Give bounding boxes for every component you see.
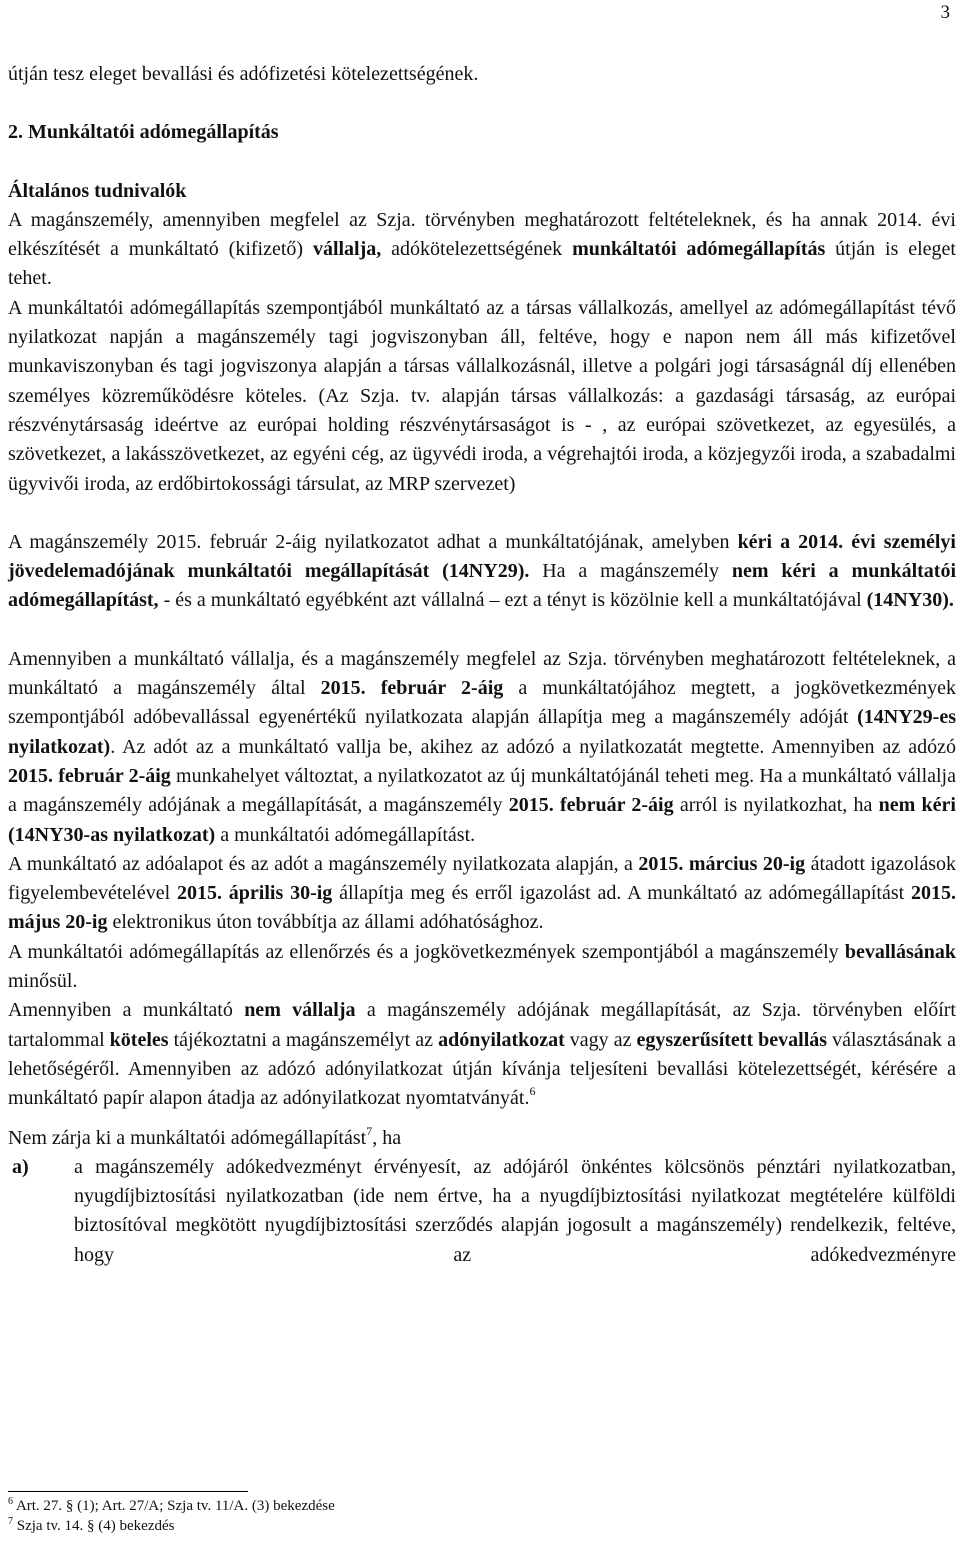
footnote-ref-6[interactable]: 6 bbox=[529, 1084, 536, 1099]
footnote-7: $^7$ Szja tv. 14. § (4) bekezdés bbox=[8, 1516, 175, 1534]
footnotes bbox=[8, 1496, 335, 1536]
section-title: 2. Munkáltatói adómegállapítás bbox=[8, 121, 279, 144]
list-text-a: a magánszemély adókedvezményt érvényesít, az adójáról önkéntes kölcsönös pénztári nyilatkozatban, nyugdíjbiztosítási nyilatkozatban (ide nem értve, ha a nyugdíjbiztosítási nyilatkozat megtételére külföldi biztosítóval megkötött nyugdíjbiztosítási szerződés alapján jogosult a magánszemély) rendelkezik, feltéve, hogy az adókedvezményre bbox=[74, 1155, 956, 1266]
paragraph-7: Amennyiben a munkáltató nem vállalja a magánszemély adójának megállapítását, az Szja. törvényben előírt tartalommal köteles tájékoztatni a magánszemélyt az adónyilatkozat vagy az egyszerűsített bevallás választásának a lehetőségéről. Amennyiben az adózó adónyilatkozat útján kívánja teljesíteni bevallási kötelezettségét, kérésére a munkáltató papír alapon átadja az adónyilatkozat nyomtatványát.$^6$ bbox=[8, 999, 956, 1110]
intro-line: útján tesz eleget bevallási és adófizetési kötelezettségének. bbox=[8, 63, 479, 85]
paragraph-2: A munkáltatói adómegállapítás szempontjából munkáltató az a társas vállalkozás, amellyel az adómegállapítást tévő nyilatkozat napján a magánszemély tagi jogviszonyban áll, feltéve, hogy e napon nem áll más kifizetővel munkaviszonyban és tagi jogviszonya alapján a társas vállalkozásnál, illetve a polgári jogi társaságnál díj ellenében személyes közreműködésre köteles. (Az Szja. tv. alapján társas vállalkozás: a gazdasági társaság, az európai részvénytársaság ideértve az európai holding részvénytársaságot is - , az európai szövetkezet, az egyesülés, a szövetkezet, a lakásszövetkezet, az egyéni cég, az ügyvédi iroda, a végrehajtói iroda, a közjegyzői iroda, a szabadalmi ügyvivői iroda, az erdőbirtokossági társulat, az MRP szervezet) bbox=[8, 296, 956, 495]
list-label-a: a) bbox=[12, 1155, 29, 1178]
page-number: 3 bbox=[940, 2, 950, 23]
paragraph-6: A munkáltatói adómegállapítás az ellenőrzés és a jogkövetkezmények szempontjából a magánszemély bevallásának minősül. bbox=[8, 940, 956, 993]
paragraph-1: A magánszemély, amennyiben megfelel az Szja. törvényben meghatározott feltételeknek, és ha annak 2014. évi elkészítését a munkáltató (kifizető) vállalja, adókötelezettségének munkáltatói adómegállapítás útján is eleget tehet. bbox=[8, 208, 956, 290]
footnote-ref-7[interactable]: 7 bbox=[366, 1123, 373, 1138]
subsection-title: Általános tudnivalók bbox=[8, 179, 187, 202]
paragraph-4: Amennyiben a munkáltató vállalja, és a magánszemély megfelel az Szja. törvényben meghatározott feltételeknek, a munkáltató a magánszemély által 2015. február 2-áig a munkáltatójához megtett, a jogkövetkezmények szempontjából adóbevallással egyenértékű nyilatkozata alapján állapítja meg a magánszemély adóját (14NY29-es nyilatkozat). Az adót az a munkáltató vallja be, akihez az adózó a nyilatkozatát megtette. Amennyiben az adózó 2015. február 2-áig munkahelyet változtat, a nyilatkozatot az új munkáltatójánál teheti meg. Ha a munkáltató vállalja a magánszemély adójának a megállapítását, a magánszemély 2015. február 2-áig arról is nyilatkozhat, ha nem kéri (14NY30-as nyilatkozat) a munkáltatói adómegállapítást. bbox=[8, 647, 956, 846]
list-item-a bbox=[8, 1153, 956, 1270]
paragraph-3: A magánszemély 2015. február 2-áig nyilatkozatot adhat a munkáltatójának, amelyben kéri a 2014. évi személyi jövedelemadójának munkáltatói megállapítását (14NY29). Ha a magánszemély nem kéri a munkáltatói adómegállapítást, - és a munkáltató egyébként azt vállalná – ezt a tényt is közölnie kell a munkáltatójával (14NY30). bbox=[8, 530, 957, 612]
footnote-6: $^6$ Art. 27. § (1); Art. 27/A; Szja tv. 11/A. (3) bekezdése bbox=[8, 1496, 335, 1514]
paragraph-5: A munkáltató az adóalapot és az adót a magánszemély nyilatkozata alapján, a 2015. március 20-ig átadott igazolások figyelembevételével 2015. április 30-ig állapítja meg és erről igazolást ad. A munkáltató az adómegállapítást 2015. május 20-ig elektronikus úton továbbítja az állami adóhatósághoz. bbox=[8, 852, 957, 934]
footnote-separator bbox=[8, 1491, 248, 1492]
paragraph-8: Nem zárja ki a munkáltatói adómegállapítást$^7$, ha bbox=[8, 1123, 402, 1149]
page-content bbox=[8, 60, 956, 1270]
